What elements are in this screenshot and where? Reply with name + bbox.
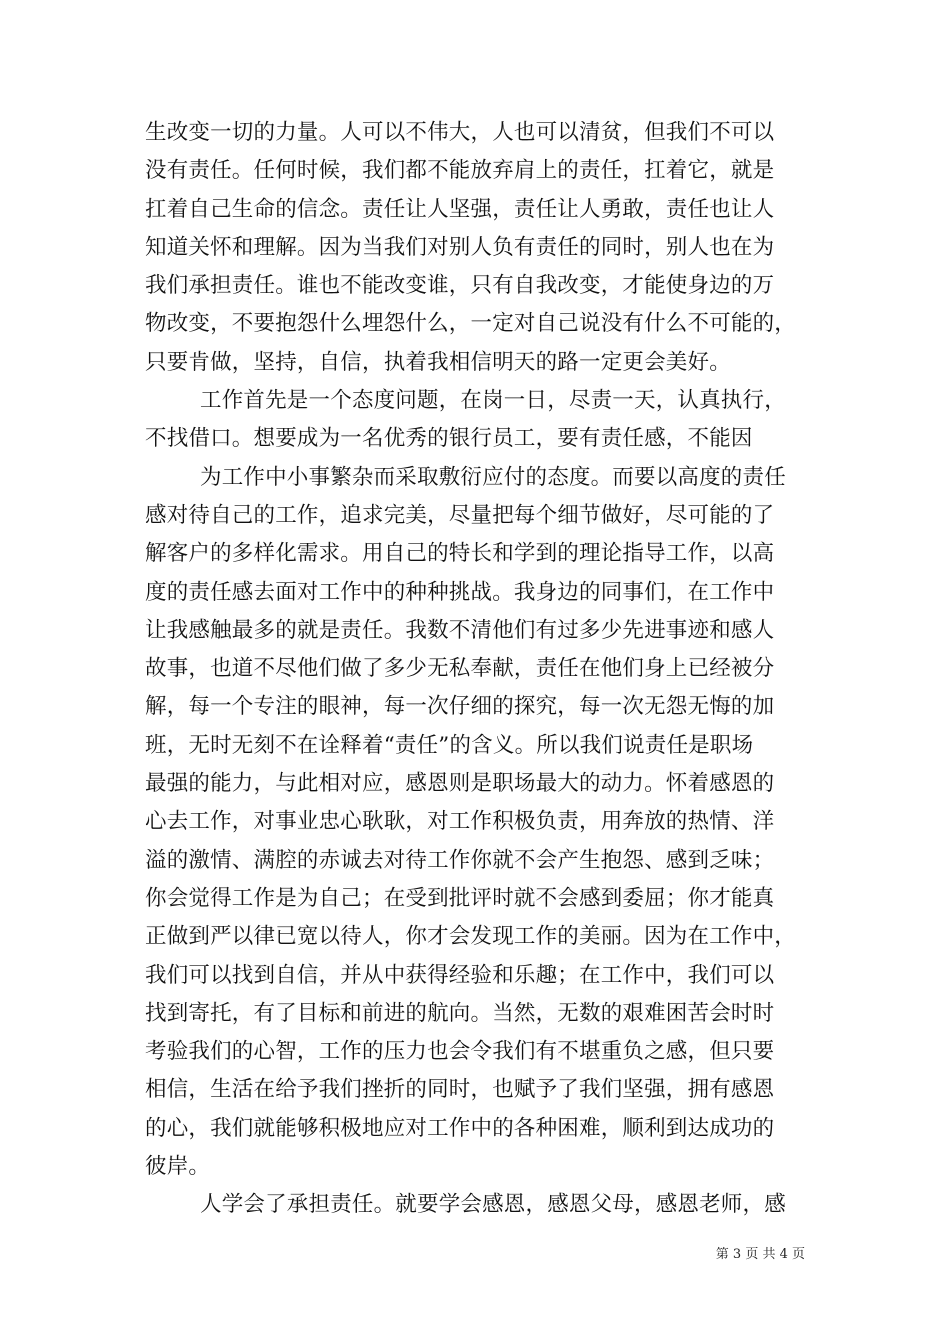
text-line: 知道关怀和理解。因为当我们对别人负有责任的同时，别人也在为 — [145, 234, 775, 260]
text-line: 我们可以找到自信，并从中获得经验和乐趣；在工作中，我们可以 — [145, 962, 775, 988]
text-line: 感对待自己的工作，追求完美，尽量把每个细节做好，尽可能的了 — [145, 502, 775, 528]
text-line: 的心，我们就能够积极地应对工作中的各种困难，顺利到达成功的 — [145, 1115, 775, 1141]
body-text — [145, 114, 810, 1225]
text-line: 工作首先是一个态度问题，在岗一日，尽责一天，认真执行， — [200, 388, 786, 414]
text-line: 扛着自己生命的信念。责任让人坚强，责任让人勇敢，责任也让人 — [145, 196, 775, 222]
text-line: 找到寄托，有了目标和前进的航向。当然，无数的艰难困苦会时时 — [145, 1000, 775, 1026]
text-line: 只要肯做，坚持，自信，执着我相信明天的路一定更会美好。 — [145, 349, 731, 375]
text-line: 人学会了承担责任。就要学会感恩，感恩父母，感恩老师，感 — [200, 1192, 786, 1218]
text-line: 故事，也道不尽他们做了多少无私奉献，责任在他们身上已经被分 — [145, 656, 775, 682]
text-line: 心去工作，对事业忠心耿耿，对工作积极负责，用奔放的热情、洋 — [145, 809, 775, 835]
text-line: 班，无时无刻不在诠释着“责任”的含义。所以我们说责任是职场 — [145, 732, 754, 758]
text-line: 正做到严以律已宽以待人，你才会发现工作的美丽。因为在工作中， — [145, 924, 797, 950]
text-line: 溢的激情、满腔的赤诚去对待工作你就不会产生抱怨、感到乏味； — [145, 847, 775, 873]
text-line: 没有责任。任何时候，我们都不能放弃肩上的责任，扛着它，就是 — [145, 158, 775, 184]
text-line: 为工作中小事繁杂而采取敷衍应付的态度。而要以高度的责任 — [200, 464, 786, 490]
text-line: 最强的能力，与此相对应，感恩则是职场最大的动力。怀着感恩的 — [145, 771, 775, 797]
text-line: 解，每一个专注的眼神，每一次仔细的探究，每一次无怨无悔的加 — [145, 694, 775, 720]
text-line: 度的责任感去面对工作中的种种挑战。我身边的同事们，在工作中 — [145, 579, 775, 605]
text-line: 物改变，不要抱怨什么埋怨什么，一定对自己说没有什么不可能的， — [145, 311, 797, 337]
text-line: 不找借口。想要成为一名优秀的银行员工，要有责任感，不能因 — [145, 426, 753, 452]
text-line: 考验我们的心智，工作的压力也会令我们有不堪重负之感，但只要 — [145, 1039, 775, 1065]
text-line: 解客户的多样化需求。用自己的特长和学到的理论指导工作，以高 — [145, 541, 775, 567]
text-line: 彼岸。 — [145, 1154, 211, 1180]
text-line: 你会觉得工作是为自己；在受到批评时就不会感到委屈；你才能真 — [145, 885, 775, 911]
page-number-footer: 第 3 页 共 4 页 — [715, 1247, 805, 1262]
text-line: 我们承担责任。谁也不能改变谁，只有自我改变，才能使身边的万 — [145, 273, 775, 299]
text-line: 让我感触最多的就是责任。我数不清他们有过多少先进事迹和感人 — [145, 617, 775, 643]
text-line: 相信，生活在给予我们挫折的同时，也赋予了我们坚强，拥有感恩 — [145, 1077, 775, 1103]
text-line: 生改变一切的力量。人可以不伟大，人也可以清贫，但我们不可以 — [145, 120, 775, 145]
